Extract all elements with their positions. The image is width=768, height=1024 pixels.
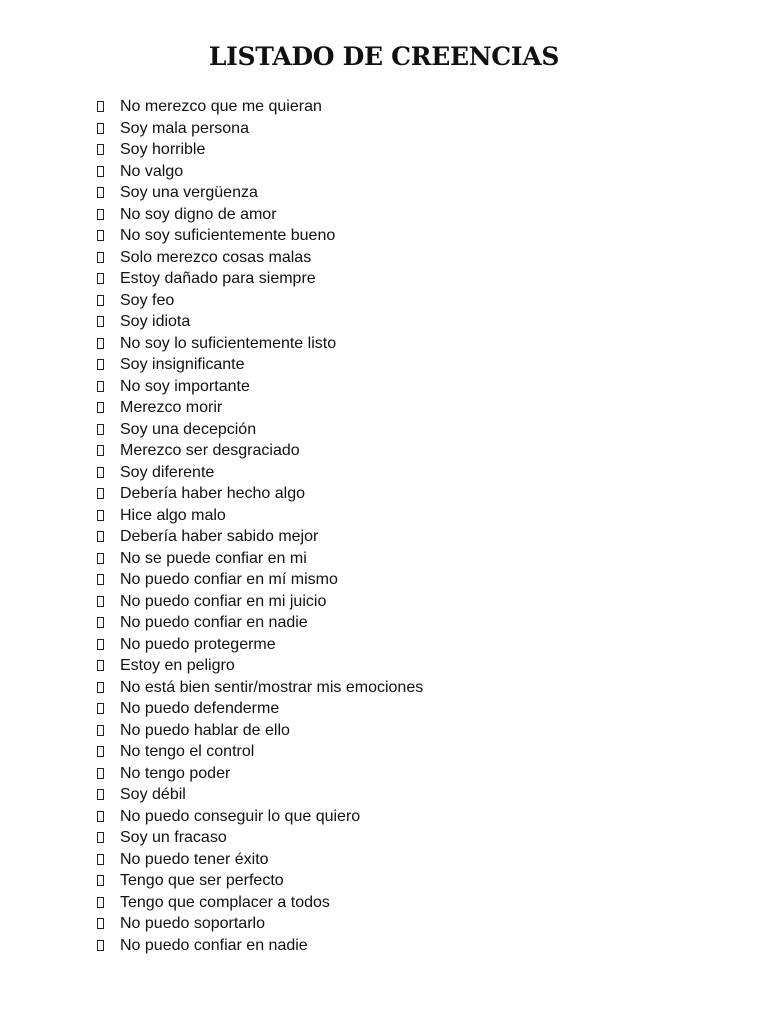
list-item-label: Soy feo [120,291,175,309]
list-item [96,892,423,914]
checkbox-icon [97,445,104,456]
list-item [96,161,423,183]
checkbox-icon [97,295,104,306]
list-item-label: No soy importante [120,377,250,395]
list-item-label: No puedo confiar en mi juicio [120,592,327,610]
list-item-label: No puedo protegerme [120,635,276,653]
list-item [96,634,423,656]
checkbox-icon [97,273,104,284]
checkbox-icon [97,338,104,349]
list-item [96,569,423,591]
list-item-label: No puedo hablar de ello [120,721,290,739]
list-item-label: Soy diferente [120,463,215,481]
checkbox-icon [97,725,104,736]
page-title: LISTADO DE CREENCIAS [208,42,560,71]
checkbox-icon [97,467,104,478]
checkbox-icon [97,230,104,241]
checkbox-icon [97,123,104,134]
list-item [96,204,423,226]
checkbox-icon [97,660,104,671]
list-item [96,655,423,677]
checkbox-icon [97,746,104,757]
list-item-label: Soy una decepción [120,420,257,438]
list-item [96,419,423,441]
list-item [96,225,423,247]
list-item-label: Estoy en peligro [120,657,235,674]
list-item-label: Soy insignificante [120,356,245,373]
list-item-label: Debería haber hecho algo [120,485,306,502]
checkbox-icon [97,209,104,220]
checkbox-icon [97,682,104,693]
checkbox-icon [97,187,104,198]
checkbox-icon [97,789,104,800]
list-item [96,440,423,462]
list-item [96,483,423,505]
list-item-label: Merezco ser desgraciado [120,442,300,459]
checkbox-icon [97,574,104,585]
list-item [96,333,423,355]
checkbox-icon [97,832,104,843]
list-item-label: No soy digno de amor [120,205,277,223]
list-item-label: No puedo defenderme [120,700,280,717]
list-item-label: Soy una vergüenza [120,184,258,201]
list-item-label: Soy débil [120,786,186,803]
checkbox-icon [97,316,104,327]
checkbox-icon [97,897,104,908]
list-item [96,376,423,398]
list-item [96,548,423,570]
checkbox-icon [97,381,104,392]
checkbox-icon [97,553,104,564]
list-item [96,182,423,204]
list-item [96,354,423,376]
list-item [96,397,423,419]
list-item [96,763,423,785]
list-item [96,935,423,957]
list-item-label: No tengo el control [120,743,255,760]
list-item [96,462,423,484]
list-item-label: No está bien sentir/mostrar mis emociones [120,678,424,696]
checkbox-icon [97,875,104,886]
list-item-label: Debería haber sabido mejor [120,528,319,545]
list-item-label: Solo merezco cosas malas [120,248,312,266]
list-item [96,268,423,290]
checkbox-icon [97,768,104,779]
list-item [96,96,423,118]
list-item [96,677,423,699]
checkbox-icon [97,596,104,607]
list-item [96,913,423,935]
list-item-label: No puedo tener éxito [120,850,269,868]
checkbox-icon [97,639,104,650]
list-item [96,870,423,892]
checkbox-icon [97,703,104,714]
list-item-label: No valgo [120,162,184,180]
checkbox-icon [97,359,104,370]
list-item-label: Soy idiota [120,313,191,330]
list-item [96,247,423,269]
list-item-label: No puedo confiar en mí mismo [120,571,338,588]
list-item-label: No se puede confiar en mi [120,549,307,567]
list-item-label: No puedo soportarlo [120,915,265,932]
list-item [96,827,423,849]
list-item-label: No merezco que me quieran [120,98,322,115]
list-item [96,311,423,333]
list-item-label: No puedo conseguir lo que quiero [120,807,361,825]
list-item-label: Soy mala persona [120,119,249,137]
belief-list [96,96,423,956]
list-item-label: No soy lo suficientemente listo [120,334,337,352]
list-item-label: Merezco morir [120,399,223,416]
list-item-label: Soy horrible [120,141,206,158]
list-item-label: No soy suficientemente bueno [120,227,336,244]
list-item [96,290,423,312]
list-item [96,505,423,527]
list-item [96,139,423,161]
list-item-label: Soy un fracaso [120,829,227,846]
checkbox-icon [97,811,104,822]
list-item [96,784,423,806]
checkbox-icon [97,252,104,263]
list-item [96,806,423,828]
checkbox-icon [97,424,104,435]
checkbox-icon [97,144,104,155]
checkbox-icon [97,940,104,951]
checkbox-icon [97,510,104,521]
checkbox-icon [97,101,104,112]
list-item [96,741,423,763]
checkbox-icon [97,918,104,929]
checkbox-icon [97,402,104,413]
list-item-label: Estoy dañado para siempre [120,270,316,287]
checkbox-icon [97,166,104,177]
checkbox-icon [97,488,104,499]
list-item [96,698,423,720]
list-item-label: Tengo que complacer a todos [120,893,330,911]
list-item-label: No puedo confiar en nadie [120,936,308,954]
list-item [96,591,423,613]
list-item [96,526,423,548]
checkbox-icon [97,531,104,542]
list-item [96,612,423,634]
list-item-label: No puedo confiar en nadie [120,614,308,631]
list-item [96,118,423,140]
list-item-label: Hice algo malo [120,506,226,524]
list-item-label: Tengo que ser perfecto [120,872,284,889]
checkbox-icon [97,617,104,628]
list-item [96,849,423,871]
list-item-label: No tengo poder [120,764,231,782]
checkbox-icon [97,854,104,865]
list-item [96,720,423,742]
